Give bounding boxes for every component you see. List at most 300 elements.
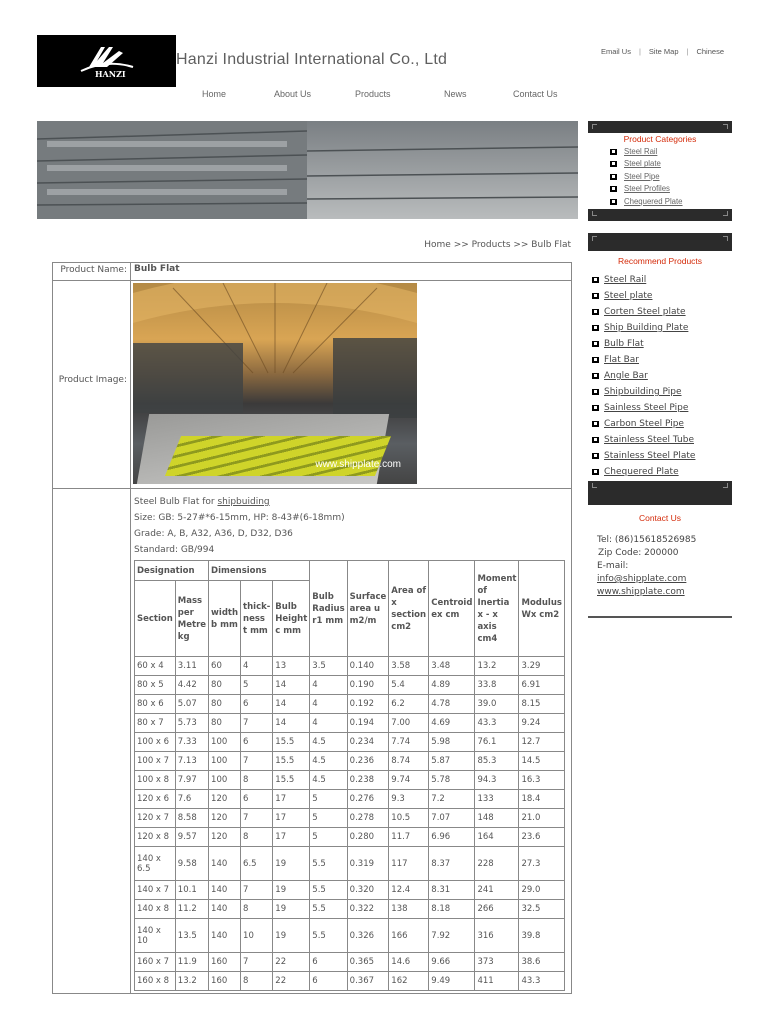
bullet-icon bbox=[592, 293, 599, 299]
radius-cell: 4 bbox=[310, 714, 347, 733]
box-top-bar bbox=[588, 121, 732, 133]
recommend-label: Steel plate bbox=[604, 291, 653, 301]
thickness-cell: 6 bbox=[241, 733, 273, 752]
thickness-header: thick- ness t mm bbox=[241, 581, 273, 657]
section-cell: 80 x 5 bbox=[135, 676, 176, 695]
centroid-cell: 5.98 bbox=[429, 733, 475, 752]
recommend-item[interactable] bbox=[592, 368, 732, 384]
recommend-label: Carbon Steel Pipe bbox=[604, 419, 684, 429]
category-label: Steel Pipe bbox=[624, 171, 660, 181]
section-cell: 120 x 6 bbox=[135, 790, 176, 809]
thickness-cell: 8 bbox=[241, 771, 273, 790]
radius-cell: 5 bbox=[310, 828, 347, 847]
thickness-cell: 7 bbox=[241, 953, 273, 972]
modulus-cell: 8.15 bbox=[519, 695, 565, 714]
bulb-flat-stack bbox=[165, 436, 391, 476]
product-name-label: Product Name: bbox=[53, 263, 131, 280]
centroid-cell: 7.07 bbox=[429, 809, 475, 828]
bullet-icon bbox=[592, 309, 599, 315]
recommend-item[interactable] bbox=[592, 352, 732, 368]
section-cell: 140 x 8 bbox=[135, 900, 176, 919]
thickness-cell: 8 bbox=[241, 900, 273, 919]
mass-cell: 13.5 bbox=[175, 919, 208, 953]
bullet-icon bbox=[592, 437, 599, 443]
category-item[interactable] bbox=[610, 146, 732, 158]
bullet-icon bbox=[610, 199, 617, 205]
product-categories-box bbox=[588, 121, 732, 221]
section-cell: 120 x 8 bbox=[135, 828, 176, 847]
product-photo bbox=[133, 283, 417, 484]
surface-cell: 0.278 bbox=[347, 809, 389, 828]
area-cell: 9.74 bbox=[389, 771, 429, 790]
product-name: Bulb Flat bbox=[134, 264, 180, 274]
area-cell: 10.5 bbox=[389, 809, 429, 828]
section-cell: 60 x 4 bbox=[135, 657, 176, 676]
centroid-cell: 7.92 bbox=[429, 919, 475, 953]
table-row bbox=[135, 790, 565, 809]
recommend-list bbox=[588, 272, 732, 480]
mass-cell: 5.73 bbox=[175, 714, 208, 733]
moment-cell: 39.0 bbox=[475, 695, 519, 714]
width-cell: 80 bbox=[209, 714, 241, 733]
table-row bbox=[135, 733, 565, 752]
section-header: Section bbox=[135, 581, 176, 657]
top-links bbox=[601, 47, 724, 56]
product-image-cell bbox=[131, 281, 571, 488]
thickness-cell: 6 bbox=[241, 695, 273, 714]
section-cell: 80 x 6 bbox=[135, 695, 176, 714]
moment-cell: 228 bbox=[475, 847, 519, 881]
centroid-cell: 4.69 bbox=[429, 714, 475, 733]
width-cell: 120 bbox=[209, 809, 241, 828]
radius-cell: 5.5 bbox=[310, 900, 347, 919]
recommend-label: Corten Steel plate bbox=[604, 307, 686, 317]
table-row bbox=[135, 714, 565, 733]
box-top-bar bbox=[588, 233, 732, 251]
surface-cell: 0.322 bbox=[347, 900, 389, 919]
surface-cell: 0.319 bbox=[347, 847, 389, 881]
desc-prefix: Steel Bulb Flat for bbox=[134, 497, 218, 507]
height-cell: 15.5 bbox=[273, 771, 310, 790]
section-cell: 100 x 6 bbox=[135, 733, 176, 752]
moment-cell: 43.3 bbox=[475, 714, 519, 733]
area-cell: 117 bbox=[389, 847, 429, 881]
category-label: Chequered Plate bbox=[624, 196, 683, 206]
category-item[interactable] bbox=[610, 183, 732, 195]
radius-cell: 4 bbox=[310, 676, 347, 695]
recommend-item[interactable] bbox=[592, 288, 732, 304]
category-label: Steel plate bbox=[624, 159, 661, 169]
mass-cell: 9.58 bbox=[175, 847, 208, 881]
section-cell: 140 x 7 bbox=[135, 881, 176, 900]
moment-cell: 164 bbox=[475, 828, 519, 847]
height-cell: 17 bbox=[273, 790, 310, 809]
product-description-row bbox=[53, 489, 571, 993]
thickness-cell: 7 bbox=[241, 881, 273, 900]
area-header: Area of x section cm2 bbox=[389, 561, 429, 657]
table-row bbox=[135, 676, 565, 695]
mass-cell: 7.33 bbox=[175, 733, 208, 752]
modulus-cell: 27.3 bbox=[519, 847, 565, 881]
centroid-cell: 7.2 bbox=[429, 790, 475, 809]
centroid-cell: 5.78 bbox=[429, 771, 475, 790]
width-cell: 100 bbox=[209, 771, 241, 790]
modulus-cell: 3.29 bbox=[519, 657, 565, 676]
radius-cell: 5 bbox=[310, 790, 347, 809]
height-cell: 19 bbox=[273, 919, 310, 953]
surface-cell: 0.276 bbox=[347, 790, 389, 809]
modulus-cell: 43.3 bbox=[519, 972, 565, 991]
mass-cell: 13.2 bbox=[175, 972, 208, 991]
nav-news[interactable]: News bbox=[444, 89, 467, 99]
modulus-cell: 21.0 bbox=[519, 809, 565, 828]
thickness-cell: 8 bbox=[241, 828, 273, 847]
contact-web-link[interactable]: www.shipplate.com bbox=[597, 587, 685, 597]
recommend-label: Steel Rail bbox=[604, 275, 647, 285]
height-cell: 13 bbox=[273, 657, 310, 676]
recommend-item[interactable] bbox=[592, 464, 732, 480]
spec-body bbox=[135, 657, 565, 991]
radius-cell: 3.5 bbox=[310, 657, 347, 676]
table-row bbox=[135, 828, 565, 847]
modulus-cell: 14.5 bbox=[519, 752, 565, 771]
centroid-cell: 6.96 bbox=[429, 828, 475, 847]
section-cell: 80 x 7 bbox=[135, 714, 176, 733]
bullet-icon bbox=[610, 161, 617, 167]
radius-cell: 4.5 bbox=[310, 733, 347, 752]
surface-cell: 0.365 bbox=[347, 953, 389, 972]
width-cell: 140 bbox=[209, 900, 241, 919]
moment-cell: 316 bbox=[475, 919, 519, 953]
height-cell: 19 bbox=[273, 881, 310, 900]
category-label: Steel Rail bbox=[624, 147, 658, 156]
area-cell: 9.3 bbox=[389, 790, 429, 809]
width-cell: 60 bbox=[209, 657, 241, 676]
surface-header: Surface area u m2/m bbox=[347, 561, 389, 657]
category-item[interactable] bbox=[610, 158, 732, 170]
width-cell: 120 bbox=[209, 790, 241, 809]
moment-cell: 373 bbox=[475, 953, 519, 972]
moment-cell: 33.8 bbox=[475, 676, 519, 695]
table-row bbox=[135, 771, 565, 790]
area-cell: 5.4 bbox=[389, 676, 429, 695]
recommend-title: Recommend Products bbox=[617, 256, 703, 266]
width-cell: 100 bbox=[209, 752, 241, 771]
recommend-label: Sainless Steel Pipe bbox=[604, 403, 689, 413]
bullet-icon bbox=[610, 149, 617, 155]
centroid-cell: 9.66 bbox=[429, 953, 475, 972]
modulus-cell: 29.0 bbox=[519, 881, 565, 900]
contact-tel: Tel: (86)15618526985 bbox=[597, 535, 697, 545]
modulus-cell: 18.4 bbox=[519, 790, 565, 809]
bullet-icon bbox=[592, 357, 599, 363]
surface-cell: 0.194 bbox=[347, 714, 389, 733]
height-cell: 15.5 bbox=[273, 752, 310, 771]
chinese-link[interactable]: Chinese bbox=[696, 47, 724, 56]
table-row bbox=[135, 657, 565, 676]
product-detail-table bbox=[52, 262, 572, 994]
thickness-cell: 6.5 bbox=[241, 847, 273, 881]
thickness-cell: 10 bbox=[241, 919, 273, 953]
recommend-item[interactable] bbox=[592, 320, 732, 336]
recommend-label: Stainless Steel Plate bbox=[604, 451, 696, 461]
recommend-label: Angle Bar bbox=[604, 371, 648, 381]
surface-cell: 0.326 bbox=[347, 919, 389, 953]
height-cell: 19 bbox=[273, 900, 310, 919]
section-cell: 160 x 8 bbox=[135, 972, 176, 991]
table-row bbox=[135, 695, 565, 714]
table-row bbox=[135, 881, 565, 900]
modulus-cell: 38.6 bbox=[519, 953, 565, 972]
width-cell: 120 bbox=[209, 828, 241, 847]
product-image-row bbox=[53, 281, 571, 489]
height-cell: 17 bbox=[273, 809, 310, 828]
mass-cell: 7.6 bbox=[175, 790, 208, 809]
nav-products[interactable]: Products bbox=[355, 89, 391, 99]
moment-cell: 266 bbox=[475, 900, 519, 919]
product-name-row bbox=[53, 263, 571, 281]
section-cell: 140 x 10 bbox=[135, 919, 176, 953]
nav-about-us[interactable]: About Us bbox=[274, 89, 312, 99]
centroid-cell: 3.48 bbox=[429, 657, 475, 676]
height-cell: 17 bbox=[273, 828, 310, 847]
width-cell: 140 bbox=[209, 847, 241, 881]
height-cell: 22 bbox=[273, 972, 310, 991]
centroid-cell: 5.87 bbox=[429, 752, 475, 771]
recommend-item[interactable] bbox=[592, 384, 732, 400]
centroid-cell: 8.31 bbox=[429, 881, 475, 900]
surface-cell: 0.234 bbox=[347, 733, 389, 752]
bullet-icon bbox=[592, 341, 599, 347]
recommend-item[interactable] bbox=[592, 448, 732, 464]
moment-cell: 148 bbox=[475, 809, 519, 828]
description-cell bbox=[131, 489, 571, 993]
bullet-icon bbox=[610, 186, 617, 192]
surface-cell: 0.236 bbox=[347, 752, 389, 771]
moment-cell: 411 bbox=[475, 972, 519, 991]
recommend-label: Ship Building Plate bbox=[604, 323, 689, 333]
mass-cell: 5.07 bbox=[175, 695, 208, 714]
width-cell: 100 bbox=[209, 733, 241, 752]
width-cell: 80 bbox=[209, 676, 241, 695]
thickness-cell: 4 bbox=[241, 657, 273, 676]
category-item[interactable] bbox=[610, 196, 732, 208]
banner-image bbox=[37, 121, 578, 219]
contact-box bbox=[588, 508, 732, 618]
category-list bbox=[588, 146, 732, 208]
dimensions-header: Dimensions bbox=[209, 561, 310, 581]
modulus-header: Modulus Wx cm2 bbox=[519, 561, 565, 657]
height-header: Bulb Height c mm bbox=[273, 581, 310, 657]
bullet-icon bbox=[592, 325, 599, 331]
radius-cell: 4.5 bbox=[310, 752, 347, 771]
recommend-label: Bulb Flat bbox=[604, 339, 644, 349]
width-cell: 80 bbox=[209, 695, 241, 714]
area-cell: 7.00 bbox=[389, 714, 429, 733]
width-cell: 160 bbox=[209, 953, 241, 972]
height-cell: 14 bbox=[273, 714, 310, 733]
section-cell: 100 x 7 bbox=[135, 752, 176, 771]
mass-cell: 8.58 bbox=[175, 809, 208, 828]
email-us-link[interactable]: Email Us bbox=[600, 47, 631, 56]
categories-title: Product Categories bbox=[623, 134, 697, 144]
surface-cell: 0.367 bbox=[347, 972, 389, 991]
designation-header: Designation bbox=[135, 561, 209, 581]
area-cell: 11.7 bbox=[389, 828, 429, 847]
centroid-header: Centroid ex cm bbox=[429, 561, 475, 657]
thickness-cell: 6 bbox=[241, 790, 273, 809]
area-cell: 3.58 bbox=[389, 657, 429, 676]
recommend-item[interactable] bbox=[592, 272, 732, 288]
table-row bbox=[135, 809, 565, 828]
radius-cell: 4.5 bbox=[310, 771, 347, 790]
width-cell: 140 bbox=[209, 881, 241, 900]
desc-line-grade: Grade: A, B, A32, A36, D, D32, D36 bbox=[134, 529, 293, 539]
radius-cell: 5.5 bbox=[310, 881, 347, 900]
area-cell: 12.4 bbox=[389, 881, 429, 900]
recommend-item[interactable] bbox=[592, 304, 732, 320]
desc-line-size: Size: GB: 5-27#*6-15mm, HP: 8-43#(6-18mm) bbox=[134, 513, 345, 523]
modulus-cell: 12.7 bbox=[519, 733, 565, 752]
nav-home[interactable]: Home bbox=[202, 89, 227, 99]
breadcrumb[interactable]: Home >> Products >> Bulb Flat bbox=[424, 240, 571, 250]
recommend-label: Flat Bar bbox=[604, 355, 639, 365]
radius-cell: 6 bbox=[310, 953, 347, 972]
bullet-icon bbox=[592, 277, 599, 283]
recommend-item[interactable] bbox=[592, 432, 732, 448]
thickness-cell: 8 bbox=[241, 972, 273, 991]
watermark: www.shipplate.com bbox=[315, 459, 401, 470]
nav-contact-us[interactable]: Contact Us bbox=[513, 89, 558, 99]
radius-cell: 5 bbox=[310, 809, 347, 828]
radius-cell: 4 bbox=[310, 695, 347, 714]
bullet-icon bbox=[592, 421, 599, 427]
box-bottom-bar bbox=[588, 481, 732, 505]
separator: | bbox=[686, 47, 689, 56]
spec-table bbox=[134, 560, 565, 991]
site-map-link[interactable]: Site Map bbox=[648, 47, 679, 56]
desc-line-intro bbox=[134, 494, 568, 510]
contact-title: Contact Us bbox=[638, 513, 682, 523]
contact-zip: Zip Code: 200000 bbox=[598, 548, 679, 558]
logo-text: HANZI bbox=[95, 69, 126, 79]
description-text bbox=[134, 491, 568, 558]
moment-cell: 94.3 bbox=[475, 771, 519, 790]
moment-cell: 241 bbox=[475, 881, 519, 900]
radius-header: Bulb Radius r1 mm bbox=[310, 561, 347, 657]
modulus-cell: 39.8 bbox=[519, 919, 565, 953]
table-row bbox=[135, 847, 565, 881]
shipbuilding-link[interactable]: shipbuiding bbox=[217, 497, 270, 507]
mass-cell: 9.57 bbox=[175, 828, 208, 847]
modulus-cell: 32.5 bbox=[519, 900, 565, 919]
area-cell: 8.74 bbox=[389, 752, 429, 771]
height-cell: 14 bbox=[273, 695, 310, 714]
centroid-cell: 8.18 bbox=[429, 900, 475, 919]
bullet-icon bbox=[592, 405, 599, 411]
area-cell: 7.74 bbox=[389, 733, 429, 752]
table-row bbox=[135, 919, 565, 953]
height-cell: 14 bbox=[273, 676, 310, 695]
category-label: Steel Profiles bbox=[624, 184, 670, 194]
modulus-cell: 16.3 bbox=[519, 771, 565, 790]
moment-header: Moment of Inertia x - x axis cm4 bbox=[475, 561, 519, 657]
radius-cell: 6 bbox=[310, 972, 347, 991]
bullet-icon bbox=[592, 373, 599, 379]
recommend-label: Shipbuilding Pipe bbox=[604, 387, 682, 397]
moment-cell: 85.3 bbox=[475, 752, 519, 771]
bullet-icon bbox=[592, 453, 599, 459]
recommend-item[interactable] bbox=[592, 336, 732, 352]
product-image-label: Product Image: bbox=[53, 281, 131, 488]
recommend-item[interactable] bbox=[592, 400, 732, 416]
moment-cell: 13.2 bbox=[475, 657, 519, 676]
area-cell: 166 bbox=[389, 919, 429, 953]
recommend-label: Chequered Plate bbox=[604, 467, 679, 477]
bullet-icon bbox=[592, 389, 599, 395]
width-cell: 160 bbox=[209, 972, 241, 991]
surface-cell: 0.190 bbox=[347, 676, 389, 695]
table-row bbox=[135, 752, 565, 771]
mass-cell: 11.2 bbox=[175, 900, 208, 919]
area-cell: 138 bbox=[389, 900, 429, 919]
category-item[interactable] bbox=[610, 171, 732, 183]
height-cell: 22 bbox=[273, 953, 310, 972]
height-cell: 15.5 bbox=[273, 733, 310, 752]
surface-cell: 0.280 bbox=[347, 828, 389, 847]
recommend-item[interactable] bbox=[592, 416, 732, 432]
company-name: Hanzi Industrial International Co., Ltd bbox=[176, 51, 448, 68]
table-row bbox=[135, 953, 565, 972]
thickness-cell: 7 bbox=[241, 752, 273, 771]
area-cell: 6.2 bbox=[389, 695, 429, 714]
centroid-cell: 4.78 bbox=[429, 695, 475, 714]
contact-details bbox=[588, 523, 732, 599]
thickness-cell: 7 bbox=[241, 809, 273, 828]
radius-cell: 5.5 bbox=[310, 847, 347, 881]
section-cell: 140 x 6.5 bbox=[135, 847, 176, 881]
centroid-cell: 9.49 bbox=[429, 972, 475, 991]
contact-email-label: E-mail: bbox=[597, 561, 629, 571]
section-cell: 160 x 7 bbox=[135, 953, 176, 972]
centroid-cell: 8.37 bbox=[429, 847, 475, 881]
table-row bbox=[135, 900, 565, 919]
thickness-cell: 5 bbox=[241, 676, 273, 695]
separator: | bbox=[638, 47, 641, 56]
mass-cell: 3.11 bbox=[175, 657, 208, 676]
mass-cell: 10.1 bbox=[175, 881, 208, 900]
box-bottom-bar bbox=[588, 209, 732, 221]
area-cell: 14.6 bbox=[389, 953, 429, 972]
spec-header-row bbox=[135, 561, 565, 581]
surface-cell: 0.238 bbox=[347, 771, 389, 790]
section-cell: 100 x 8 bbox=[135, 771, 176, 790]
table-row bbox=[135, 972, 565, 991]
mass-header: Mass per Metre kg bbox=[175, 581, 208, 657]
mass-cell: 7.97 bbox=[175, 771, 208, 790]
mass-cell: 4.42 bbox=[175, 676, 208, 695]
area-cell: 162 bbox=[389, 972, 429, 991]
contact-email-link[interactable]: info@shipplate.com bbox=[597, 574, 687, 584]
description-label-cell bbox=[53, 489, 131, 993]
surface-cell: 0.192 bbox=[347, 695, 389, 714]
modulus-cell: 9.24 bbox=[519, 714, 565, 733]
width-header: width b mm bbox=[209, 581, 241, 657]
mass-cell: 7.13 bbox=[175, 752, 208, 771]
recommend-label: Stainless Steel Tube bbox=[604, 435, 694, 445]
height-cell: 19 bbox=[273, 847, 310, 881]
company-logo[interactable] bbox=[37, 35, 176, 87]
